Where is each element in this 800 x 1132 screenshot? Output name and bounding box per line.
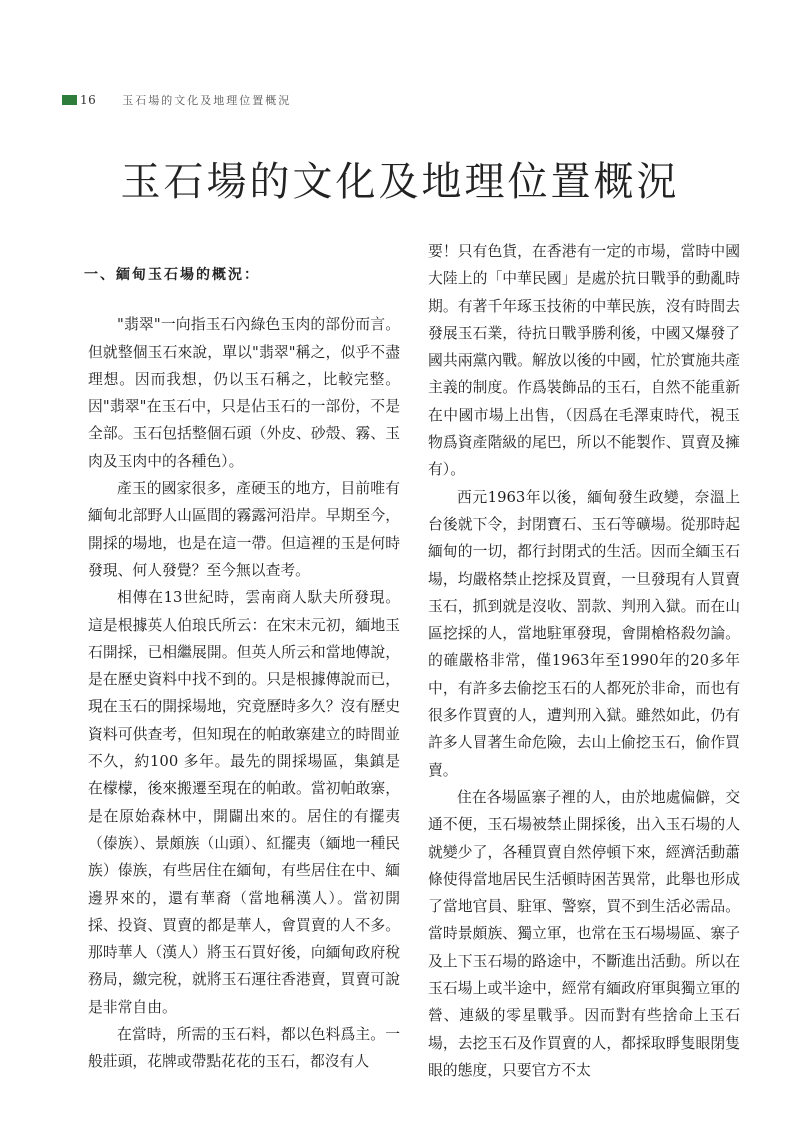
running-header (62, 92, 291, 108)
page-title: 玉石場的文化及地理位置概況 (120, 159, 680, 205)
green-marker-icon (62, 95, 77, 105)
right-column (428, 238, 740, 1084)
paragraph: "翡翠"一向指玉石內綠色玉肉的部份而言。但就整個玉石來說，單以"翡翠"稱之，似乎不盡理想。因而我想，仍以玉石稱之，比較完整。因"翡翠"在玉石中，只是佔玉石的一部份，不是全部。玉石包括整個石頭（外皮、砂殼、霧、玉肉及玉肉中的各種色）。 (88, 316, 400, 470)
paragraph: 住在各場區寨子裡的人，由於地處偏僻，交通不便，玉石場被禁止開採後，出入玉石場的人就變少了，各種買賣自然停頓下來，經濟活動蕭條使得當地居民生活頓時困苦異常，此舉也形成了當地官員、駐軍、警察，買不到生活必需品。當時景頗族、獨立軍，也常在玉石場場區、寨子及上下玉石場的路途中，不斷進出活動。所以在玉石場上或半途中，經常有緬政府軍與獨立軍的營、連級的零星戰爭。因而對有些捨命上玉石場，去挖玉石及作買賣的人，都採取睜隻眼閉隻眼的態度，只要官方不太 (428, 788, 740, 1079)
running-title: 玉石場的文化及地理位置概況 (122, 94, 292, 107)
left-column (84, 262, 400, 1076)
page-number: 16 (80, 93, 97, 107)
paragraph: 產玉的國家很多，產硬玉的地方，目前唯有緬甸北部野人山區間的霧露河沿岸。早期至今，開採的場地，也是在這一帶。但這裡的玉是何時發現、何人發覺？至今無以查考。 (88, 480, 400, 579)
section-heading: 一、緬甸玉石場的概況： (84, 267, 260, 283)
paragraph: 在當時，所需的玉石料，都以色料爲主。一般莊頭，花牌或帶點花花的玉石，都沒有人 (88, 1026, 400, 1071)
paragraph: 相傳在13世紀時，雲南商人馱夫所發現。這是根據英人伯琅氏所云：在宋末元初，緬地玉石開採，已相繼展開。但英人所云和當地傳說，是在歷史資料中找不到的。只是根據傳說而已，現在玉石的開採場地，究竟歷時多久？沒有歷史資料可供查考，但知現在的帕敢寨建立的時間並不久，約100 多年。最先的開採場區，集鎮是在檬檬，後來搬遷至現在的帕敢。當初帕敢寨，是在原始森林中，開闢出來的。居住的有擺夷（傣族）、景頗族（山頭）、紅擺夷（緬地一種民族）傣族，有些居住在緬甸，有些居住在中、緬邊界來的，還有華裔（當地稱漢人）。當初開採、投資、買賣的都是華人，會買賣的人不多。那時華人（漢人）將玉石買好後，向緬甸政府稅務局，繳完稅，就將玉石運往香港賣，買賣可說是非常自由。 (88, 589, 400, 1016)
paragraph: 西元1963年以後，緬甸發生政變，奈溫上台後就下令，封閉寶石、玉石等礦場。從那時起緬甸的一切，都行封閉式的生活。因而全緬玉石場，均嚴格禁止挖採及買賣，一旦發現有人買賣玉石，抓到就是沒收、罰款、判刑入獄。而在山區挖採的人，當地駐軍發現，會開槍格殺勿論。的確嚴格非常，僅1963年至1990年的20多年中，有許多去偷挖玉石的人都死於非命，而也有很多作買賣的人，遭判刑入獄。雖然如此，仍有許多人冒著生命危險，去山上偷挖玉石，偷作買賣。 (428, 488, 740, 779)
paragraph: 要！只有色貨，在香港有一定的市場，當時中國大陸上的「中華民國」是處於抗日戰爭的動亂時期。有著千年琢玉技術的中華民族，沒有時間去發展玉石業，待抗日戰爭勝利後，中國又爆發了國共兩黨內戰。解放以後的中國，忙於實施共產主義的制度。作爲裝飾品的玉石，自然不能重新在中國市場上出售，（因爲在毛澤東時代，視玉物爲資產階級的尾巴，所以不能製作、買賣及擁有）。 (428, 243, 740, 479)
